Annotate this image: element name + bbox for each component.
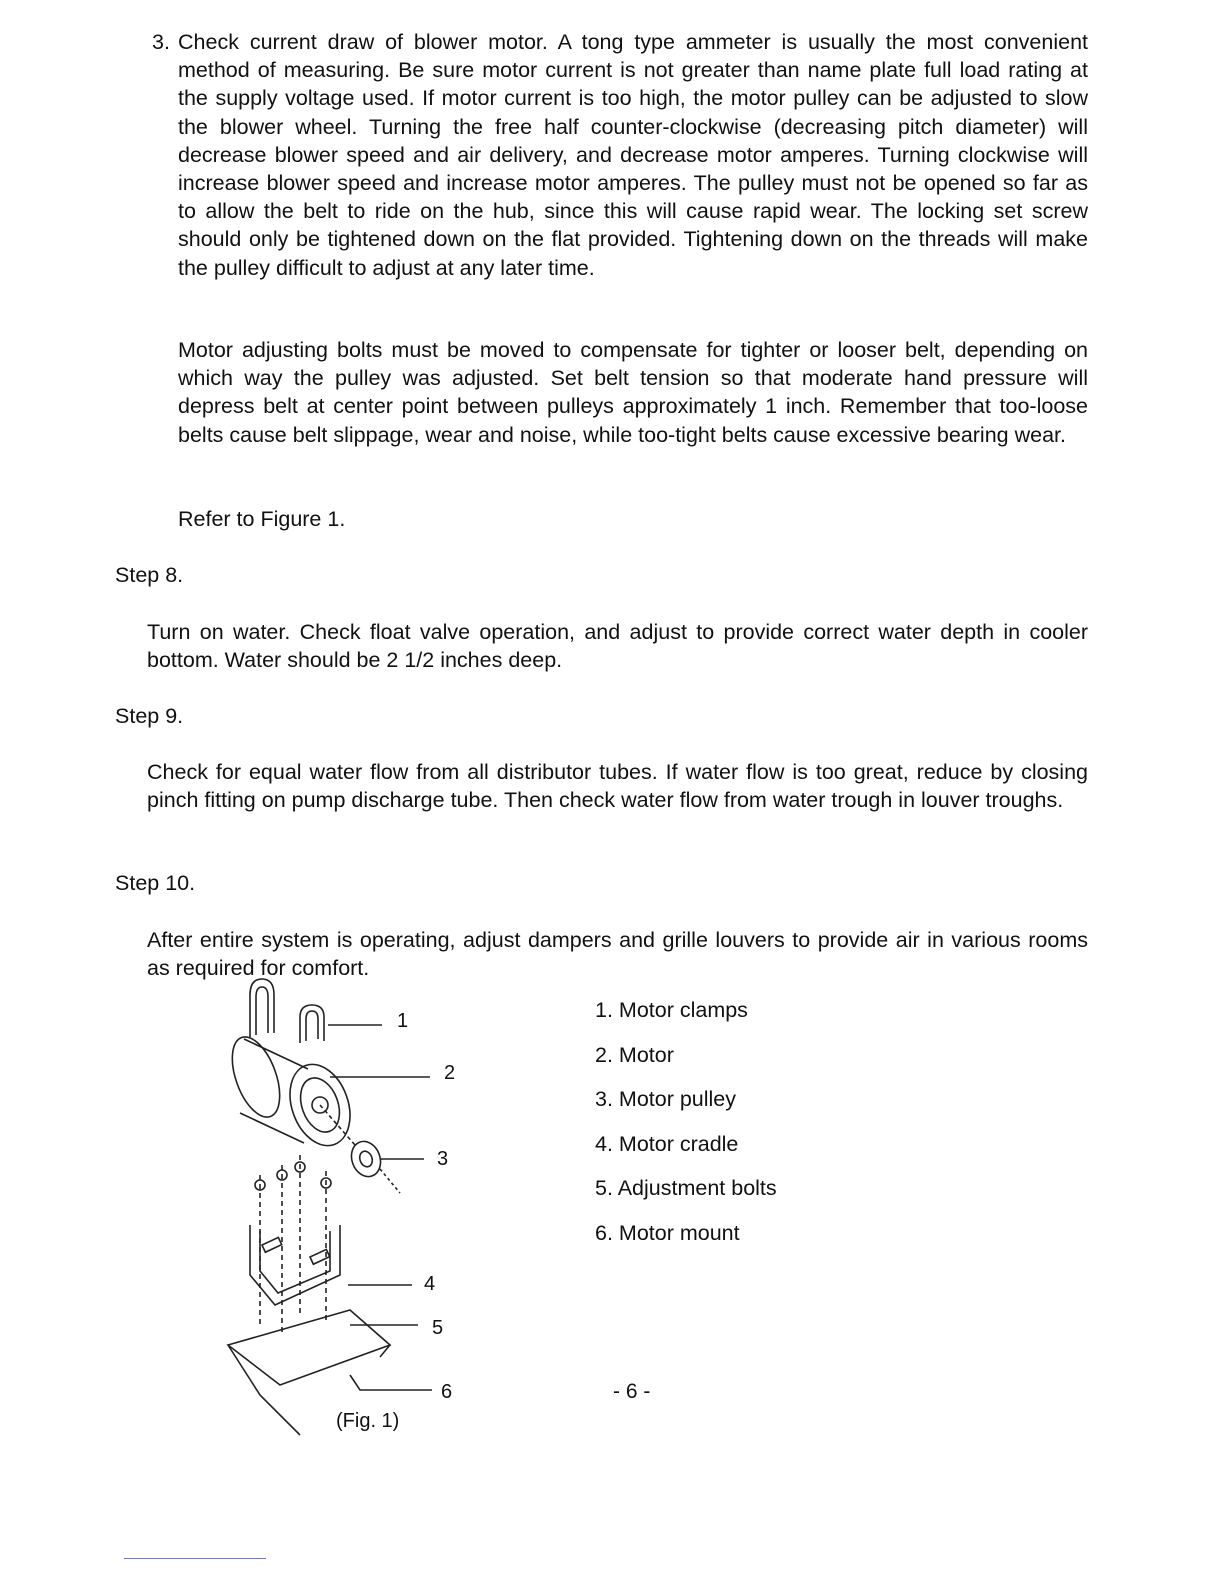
belt-tension-paragraph: Motor adjusting bolts must be moved to compensate for tighter or looser belt, depending on which way the pulley was adjusted. Set belt tension so that moderate hand pressure will depress belt at center point between pulleys approximately 1 inch. Remember that too-loose belts cause belt slippage, wear and noise, while too-tight belts cause excessive bearing wear. [178,338,1088,447]
footer-rule [124,1558,266,1559]
motor-mount [228,1310,390,1385]
legend-item: 4. Motor cradle [595,1131,739,1156]
figure-reference: Refer to Figure 1. [178,507,346,531]
callout-4: 4 [424,1273,436,1295]
legend-item: 3. Motor pulley [595,1087,737,1111]
instruction-item-3 [152,28,1088,282]
motor-pulley [347,1137,386,1180]
callout-2: 2 [444,1062,456,1084]
item-number: 3. [152,30,170,54]
page-number: - 6 - [613,1380,651,1403]
callout-6: 6 [441,1381,453,1403]
step-9-text: Check for equal water flow from all distributor tubes. If water flow is too great, reduce by closing pinch fitting on pump discharge tube. Then check water flow from water trough in louver troughs. [147,760,1088,813]
step-9-label: Step 9. [115,704,184,728]
callout-3: 3 [437,1148,449,1170]
step-10-label: Step 10. [115,871,196,895]
figure-caption: (Fig. 1) [336,1410,400,1432]
callout-5: 5 [432,1317,444,1339]
item-3-text: Check current draw of blower motor. A tong type ammeter is usually the most convenient method of measuring. Be sure motor current is not greater than name plate full load rating at the supply voltage used. If motor current is too high, the motor pulley can be adjusted to slow the blower wheel. Turning the free half counter-clockwise (decreasing pitch diameter) will decrease blower speed and air delivery, and decrease motor amperes. Turning clockwise will increase blower speed and increase motor amperes. The pulley must not be opened so far as to allow the belt to ride on the hub, since this will cause rapid wear. The locking set screw should only be tightened down on the flat provided. Tightening down on the threads will make the pulley difficult to adjust at any later time. [178,30,1088,280]
legend-item: 5. Adjustment bolts [595,1176,777,1200]
step-8-text: Turn on water. Check float valve operation, and adjust to provide correct water depth in cooler bottom. Water should be 2 1/2 inches deep. [147,620,1088,673]
legend-item: 2. Motor [595,1042,674,1067]
motor-assembly-figure [200,975,480,1445]
step-8-label: Step 8. [115,563,184,587]
legend-item: 1. Motor clamps [595,998,748,1022]
callout-1: 1 [397,1010,409,1032]
step-10-text: After entire system is operating, adjust dampers and grille louvers to provide air in various rooms as required for comfort. [147,928,1088,981]
legend-item: 6. Motor mount [595,1220,740,1245]
figure-legend [595,996,777,1263]
